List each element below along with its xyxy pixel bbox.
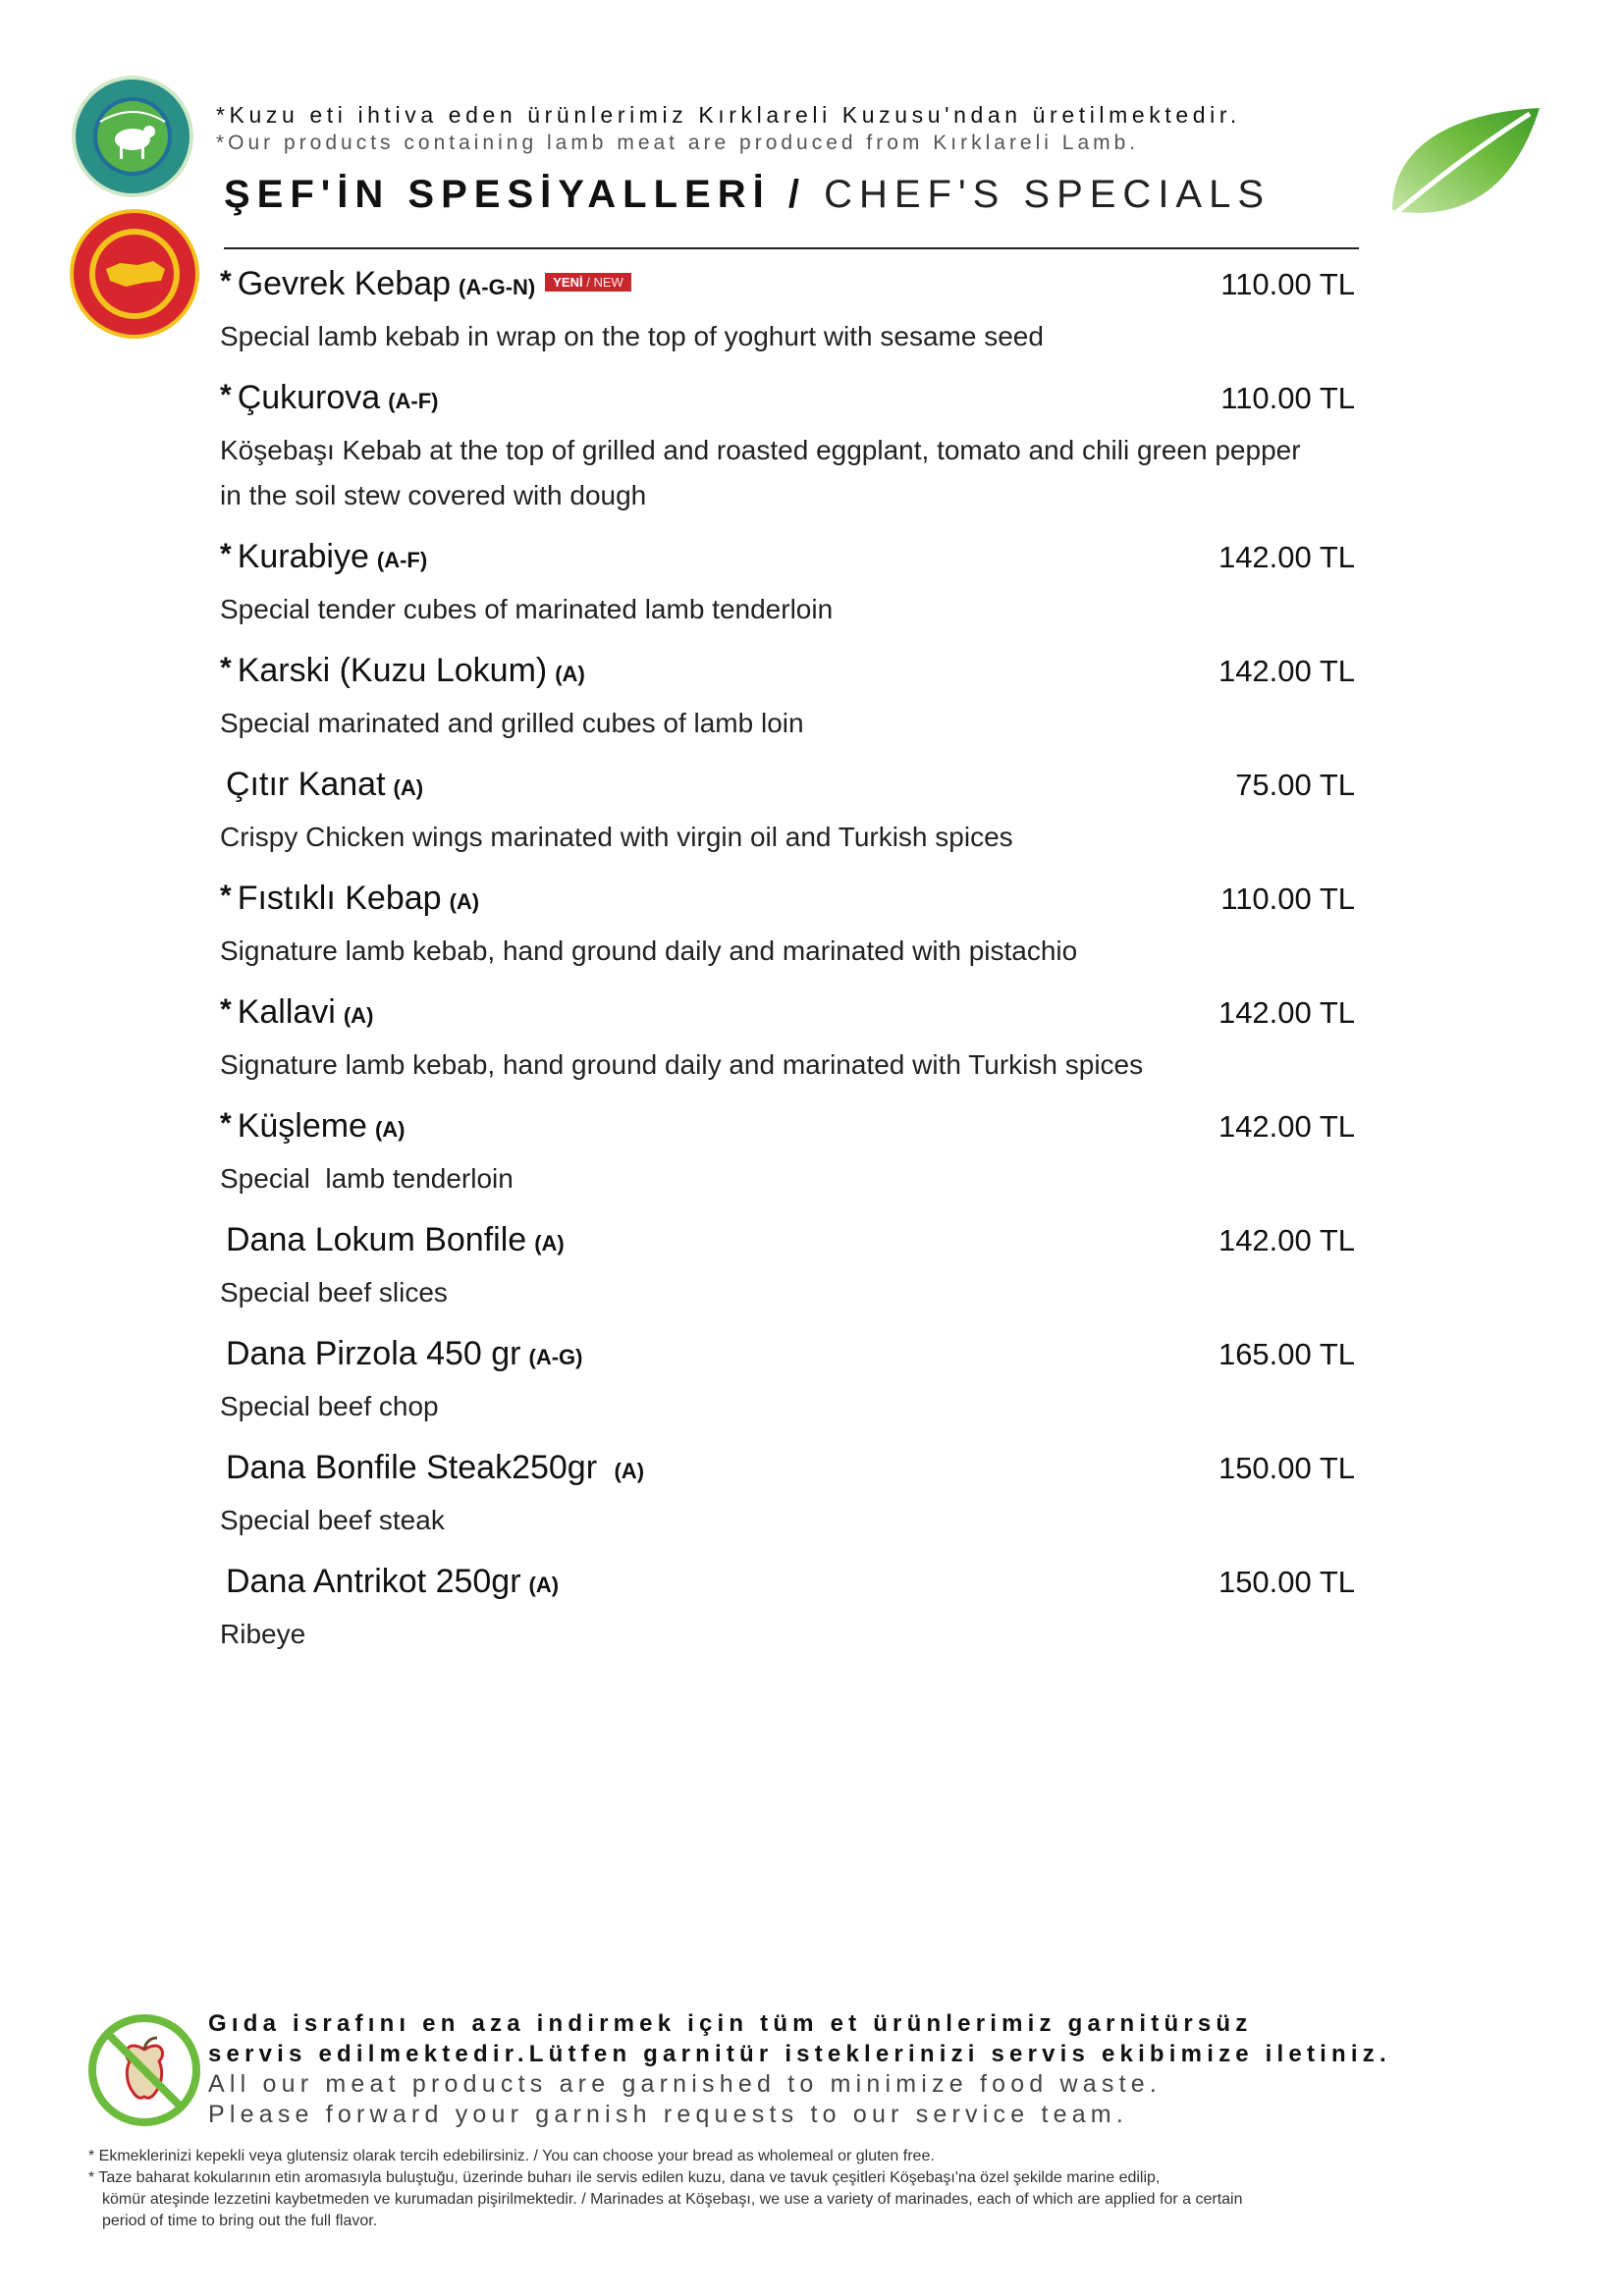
item-description: Ribeye xyxy=(220,1619,306,1649)
item-description: Special beef chop xyxy=(220,1391,439,1421)
leaf-icon xyxy=(1373,102,1544,230)
item-price: 110.00 TL xyxy=(1220,381,1355,415)
section-title-separator: / xyxy=(787,173,806,216)
item-name-line xyxy=(220,1449,644,1487)
item-price: 142.00 TL xyxy=(1218,540,1355,574)
menu-item xyxy=(220,1335,1359,1429)
item-name-line xyxy=(220,766,423,804)
item-price: 150.00 TL xyxy=(1218,1451,1355,1485)
item-description: Special lamb kebab in wrap on the top of yoghurt with sesame seed xyxy=(220,321,1044,351)
waste-note-tr-line2: servis edilmektedir.Lütfen garnitür isteklerinizi servis ekibimize iletiniz. xyxy=(208,2041,1391,2067)
item-allergens: (A) xyxy=(555,662,585,686)
item-description: Signature lamb kebab, hand ground daily and marinated with Turkish spices xyxy=(220,1049,1144,1080)
footnote-marinade-line1: * Taze baharat kokularının etin aromasıyla buluştuğu, üzerinde buharı ile servis edilen kuzu, dana ve tavuk çeşitleri Köşebaşı'na özel şekilde marine edilip, xyxy=(88,2169,1161,2186)
waste-note-tr-line1: Gıda israfını en aza indirmek için tüm et ürünlerimiz garnitürsüz xyxy=(208,2010,1253,2037)
geographical-indication-seal-icon xyxy=(69,208,200,340)
title-divider xyxy=(224,247,1359,249)
menu-item xyxy=(220,538,1359,632)
footnote-marinade-line2: kömür ateşinde lezzetini kaybetmeden ve kurumadan pişirilmektedir. / Marinades at Köşebaşı, we use a variety of marinades, each of which are applied for a certain xyxy=(102,2191,1243,2208)
item-star: * xyxy=(220,265,232,297)
item-description: Signature lamb kebab, hand ground daily and marinated with pistachio xyxy=(220,935,1078,966)
item-allergens: (A-G-N) xyxy=(459,275,536,299)
menu-item xyxy=(220,1449,1359,1543)
item-allergens: (A) xyxy=(393,775,424,800)
new-badge xyxy=(545,273,631,292)
item-star: * xyxy=(220,379,232,411)
waste-note-en-line2: Please forward your garnish requests to our service team. xyxy=(208,2101,1128,2128)
item-price: 142.00 TL xyxy=(1218,1223,1355,1257)
item-price: 165.00 TL xyxy=(1218,1337,1355,1371)
item-price: 150.00 TL xyxy=(1218,1565,1355,1599)
item-allergens: (A) xyxy=(614,1459,645,1483)
footnote-bread: * Ekmeklerinizi kepekli veya glutensiz olarak tercih edebilirsiniz. / You can choose your bread as wholemeal or gluten free. xyxy=(88,2148,935,2164)
item-allergens: (A-F) xyxy=(388,389,439,413)
section-title xyxy=(224,173,1271,217)
item-star: * xyxy=(220,652,232,684)
item-description: Special tender cubes of marinated lamb tenderloin xyxy=(220,594,834,624)
menu-item xyxy=(220,1107,1359,1201)
menu-item xyxy=(220,993,1359,1088)
section-title-tr: ŞEF'İN SPESİYALLERİ xyxy=(224,173,771,216)
item-allergens: (A) xyxy=(449,889,480,914)
item-star: * xyxy=(220,1107,232,1140)
item-description: Special beef steak xyxy=(220,1505,445,1535)
item-name-line xyxy=(220,538,427,576)
new-badge-en: NEW xyxy=(593,274,623,290)
item-description: Special beef slices xyxy=(220,1277,448,1308)
item-name-line xyxy=(220,652,585,690)
lamb-origin-note-en: *Our products containing lamb meat are produced from Kırklareli Lamb. xyxy=(216,132,1140,154)
item-price: 142.00 TL xyxy=(1218,654,1355,688)
item-name: Küşleme xyxy=(237,1107,367,1145)
item-allergens: (A-F) xyxy=(376,548,428,572)
item-description: Special lamb tenderloin xyxy=(220,1163,514,1194)
item-name: Çukurova xyxy=(237,379,381,416)
menu-item xyxy=(220,379,1359,518)
item-allergens: (A) xyxy=(528,1573,560,1597)
menu-item xyxy=(220,1221,1359,1315)
menu-item xyxy=(220,1563,1359,1657)
item-name: Dana Lokum Bonfile xyxy=(226,1221,527,1258)
item-name: Fıstıklı Kebap xyxy=(237,880,442,917)
new-badge-sep: / xyxy=(582,274,594,290)
item-description: Crispy Chicken wings marinated with virgin oil and Turkish spices xyxy=(220,822,1013,852)
waste-note-en-line1: All our meat products are garnished to minimize food waste. xyxy=(208,2070,1163,2098)
item-name: Gevrek Kebap xyxy=(237,265,452,302)
new-badge-tr: YENİ xyxy=(553,274,583,290)
item-name: Dana Bonfile Steak250gr xyxy=(226,1449,607,1486)
item-name: Dana Antrikot 250gr xyxy=(226,1563,521,1600)
item-name: Dana Pirzola 450 gr xyxy=(226,1335,521,1372)
item-star: * xyxy=(220,880,232,912)
item-price: 142.00 TL xyxy=(1218,995,1355,1030)
item-name: Karski (Kuzu Lokum) xyxy=(237,652,548,689)
menu-item xyxy=(220,652,1359,746)
item-name-line xyxy=(220,1221,565,1259)
item-name-line xyxy=(220,265,631,303)
item-star: * xyxy=(220,538,232,570)
item-price: 75.00 TL xyxy=(1235,768,1355,802)
food-waste-notice xyxy=(208,2008,1391,2130)
item-description: Köşebaşı Kebab at the top of grilled and roasted eggplant, tomato and chili green pepper in the soil stew covered with dough xyxy=(220,435,1301,510)
item-name: Kallavi xyxy=(237,993,336,1031)
item-name-line xyxy=(220,1563,559,1601)
menu-items xyxy=(220,265,1359,1677)
lamb-origin-note-tr: *Kuzu eti ihtiva eden ürünlerimiz Kırklareli Kuzusu'ndan üretilmektedir. xyxy=(216,102,1241,128)
no-food-waste-icon xyxy=(86,2012,202,2128)
menu-item xyxy=(220,265,1359,359)
item-name: Kurabiye xyxy=(237,538,369,575)
item-name-line xyxy=(220,1335,583,1373)
item-price: 110.00 TL xyxy=(1220,267,1355,301)
item-allergens: (A) xyxy=(374,1117,406,1142)
item-allergens: (A) xyxy=(343,1003,374,1028)
item-name-line xyxy=(220,379,439,417)
menu-item xyxy=(220,880,1359,974)
menu-item xyxy=(220,766,1359,860)
footnote-marinade xyxy=(88,2167,1522,2232)
item-star: * xyxy=(220,993,232,1026)
item-price: 110.00 TL xyxy=(1220,881,1355,916)
item-name-line xyxy=(220,993,373,1032)
item-price: 142.00 TL xyxy=(1218,1109,1355,1144)
section-title-en: CHEF'S SPECIALS xyxy=(824,173,1272,216)
kirklareli-lamb-logo-icon xyxy=(71,75,194,198)
item-name-line xyxy=(220,880,479,918)
footnote-marinade-line3: period of time to bring out the full flavor. xyxy=(102,2213,378,2229)
item-allergens: (A-G) xyxy=(528,1345,583,1369)
item-name: Çıtır Kanat xyxy=(226,766,386,803)
item-name-line xyxy=(220,1107,406,1146)
item-allergens: (A) xyxy=(534,1231,565,1255)
item-description: Special marinated and grilled cubes of lamb loin xyxy=(220,708,804,738)
